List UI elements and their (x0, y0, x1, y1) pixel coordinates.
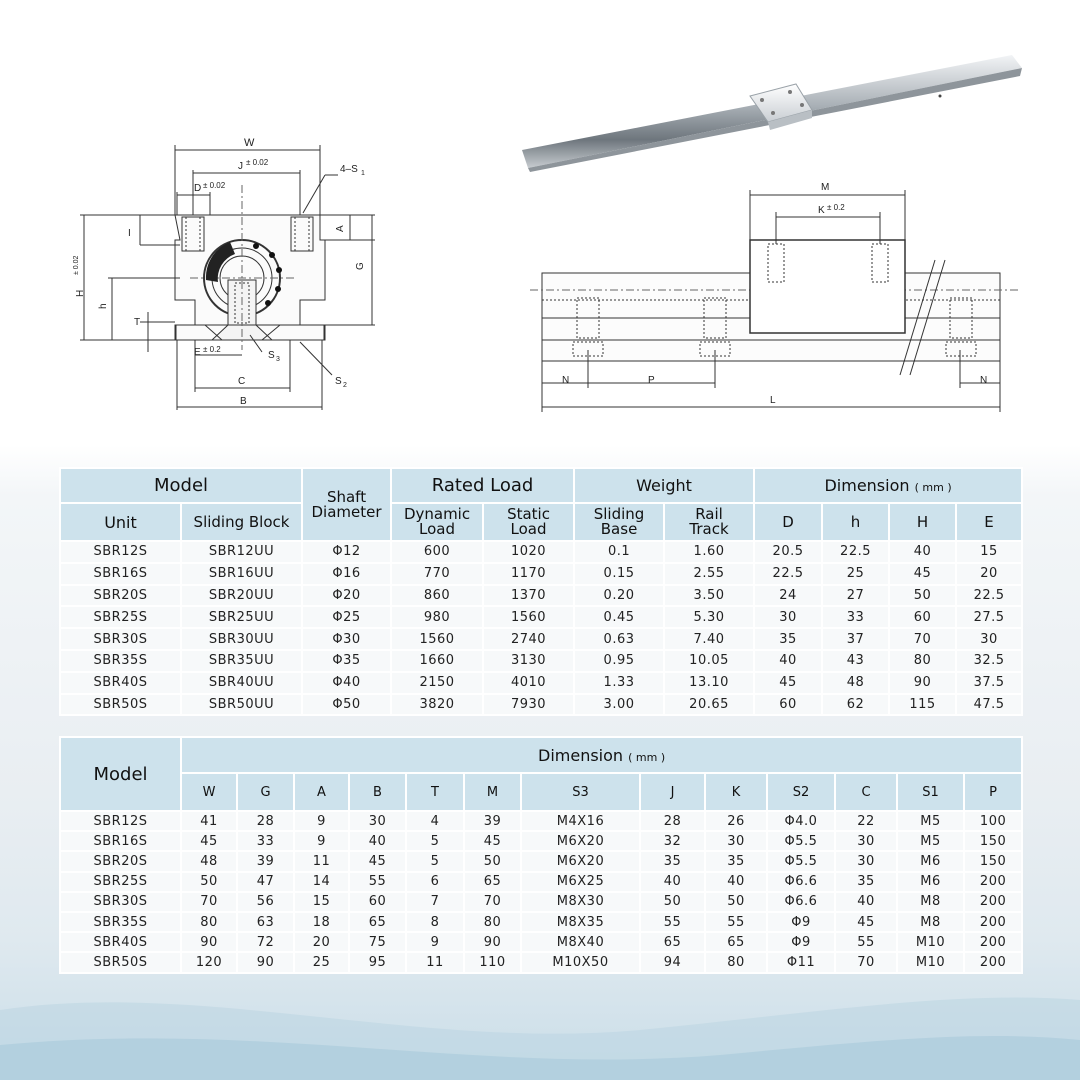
table-cell: 0.95 (574, 650, 664, 672)
table-cell: 5.30 (664, 606, 754, 628)
table-cell: Φ16 (302, 563, 391, 585)
table-cell: 37.5 (956, 672, 1022, 694)
table-cell: 9 (294, 811, 349, 831)
table-cell: 45 (464, 831, 521, 851)
table-cell: 11 (406, 952, 464, 972)
header-col-S3: S3 (521, 773, 640, 811)
technical-drawings-area (0, 0, 1080, 445)
table-cell: SBR30UU (181, 628, 302, 650)
table-cell: M10 (897, 952, 964, 972)
table-cell: 15 (956, 541, 1022, 563)
table-cell: 48 (822, 672, 889, 694)
label-S2-sub: 2 (343, 382, 347, 389)
table-cell: 20 (294, 932, 349, 952)
table-cell: Φ9 (767, 912, 835, 932)
table-row (60, 606, 1022, 628)
table-cell: 30 (835, 831, 897, 851)
table-cell: 5 (406, 851, 464, 871)
table-cell: 4010 (483, 672, 574, 694)
table-row (60, 628, 1022, 650)
table-cell: 3820 (391, 694, 483, 716)
header-model: Model (60, 468, 302, 503)
table-cell: 24 (754, 585, 822, 607)
table-row (60, 851, 1022, 871)
table-cell: 0.63 (574, 628, 664, 650)
table-cell: 1.60 (664, 541, 754, 563)
table-cell: 14 (294, 872, 349, 892)
table-cell: Φ4.0 (767, 811, 835, 831)
table-cell: 40 (349, 831, 406, 851)
table-cell: SBR40UU (181, 672, 302, 694)
label-E: E (194, 347, 201, 358)
table-cell: 39 (237, 851, 294, 871)
table-cell: 80 (889, 650, 956, 672)
table-cell: 33 (237, 831, 294, 851)
table-cell: 2740 (483, 628, 574, 650)
table-cell: Φ35 (302, 650, 391, 672)
table-cell: M8X30 (521, 892, 640, 912)
table-cell: 50 (640, 892, 705, 912)
table-cell: Φ25 (302, 606, 391, 628)
table-cell: 30 (754, 606, 822, 628)
table-cell: SBR35UU (181, 650, 302, 672)
table-cell: 35 (835, 872, 897, 892)
table-cell: 40 (754, 650, 822, 672)
table-cell: 28 (640, 811, 705, 831)
table-cell: 35 (754, 628, 822, 650)
table-cell: Φ30 (302, 628, 391, 650)
label-N-left: N (562, 375, 570, 386)
header-col-M: M (464, 773, 521, 811)
table-cell: 30 (705, 831, 767, 851)
table-cell: SBR30S (60, 628, 181, 650)
table-cell: 0.20 (574, 585, 664, 607)
table-cell: 9 (406, 932, 464, 952)
table-cell: 7930 (483, 694, 574, 716)
label-4-S1: 4–S (340, 164, 358, 175)
label-G: G (355, 262, 366, 270)
table-cell: 33 (822, 606, 889, 628)
table-cell: 115 (889, 694, 956, 716)
table-cell: 55 (640, 912, 705, 932)
table-cell: 32.5 (956, 650, 1022, 672)
table-cell: 27 (822, 585, 889, 607)
table-cell: 26 (705, 811, 767, 831)
table-cell: 80 (181, 912, 237, 932)
table-cell: SBR16S (60, 563, 181, 585)
header-h: h (822, 503, 889, 541)
table-cell: 18 (294, 912, 349, 932)
table-cell: 55 (349, 872, 406, 892)
label-S3-sub: 3 (276, 356, 280, 363)
table-cell: Φ5.5 (767, 851, 835, 871)
table-cell: 4 (406, 811, 464, 831)
header-D: D (754, 503, 822, 541)
table-row (60, 831, 1022, 851)
table-row (60, 932, 1022, 952)
table-cell: 65 (464, 872, 521, 892)
table-cell: 94 (640, 952, 705, 972)
table-cell: 22.5 (956, 585, 1022, 607)
table-cell: 27.5 (956, 606, 1022, 628)
table-cell: SBR12S (60, 541, 181, 563)
table-cell: SBR25UU (181, 606, 302, 628)
header-col-S1: S1 (897, 773, 964, 811)
table-cell: Φ5.5 (767, 831, 835, 851)
rated-load-table (59, 467, 1023, 716)
header-rated-load: Rated Load (391, 468, 574, 503)
table-cell: 56 (237, 892, 294, 912)
table-cell: 47 (237, 872, 294, 892)
table-cell: 100 (964, 811, 1022, 831)
label-S2: S (335, 376, 342, 387)
table-cell: 22 (835, 811, 897, 831)
table-cell: SBR20S (60, 585, 181, 607)
label-H: H (75, 289, 86, 297)
table-cell: 200 (964, 892, 1022, 912)
table-cell: 37 (822, 628, 889, 650)
label-h: h (98, 303, 109, 309)
header-dimension: Dimension ( mm ) (754, 468, 1022, 503)
header-dimension-2: Dimension ( mm ) (181, 737, 1022, 773)
table-cell: 6 (406, 872, 464, 892)
header-col-T: T (406, 773, 464, 811)
label-T: T (134, 317, 141, 328)
table-cell: 45 (754, 672, 822, 694)
table-cell: M8 (897, 912, 964, 932)
table-cell: SBR40S (60, 672, 181, 694)
table-cell: 200 (964, 872, 1022, 892)
table-cell: 7.40 (664, 628, 754, 650)
table-cell: 22.5 (754, 563, 822, 585)
label-D: D (194, 183, 202, 194)
table-cell: 1020 (483, 541, 574, 563)
table-cell: 200 (964, 912, 1022, 932)
header-sliding-block: Sliding Block (181, 503, 302, 541)
label-E-tol: ± 0.2 (203, 345, 221, 354)
header-col-S2: S2 (767, 773, 835, 811)
header-static-load: Static Load (483, 503, 574, 541)
table-cell: 90 (237, 952, 294, 972)
table-cell: 65 (349, 912, 406, 932)
label-K-tol: ± 0.2 (827, 203, 845, 212)
header-E: E (956, 503, 1022, 541)
table-cell: 50 (464, 851, 521, 871)
header-shaft-diameter: Shaft Diameter (302, 468, 391, 541)
side-view-drawing (530, 170, 1030, 415)
table-cell: 3.50 (664, 585, 754, 607)
header-col-P: P (964, 773, 1022, 811)
label-C: C (238, 376, 246, 387)
table-cell: M6X25 (521, 872, 640, 892)
table-cell: Φ50 (302, 694, 391, 716)
table-cell: 2.55 (664, 563, 754, 585)
table-row (60, 563, 1022, 585)
table-cell: SBR20S (60, 851, 181, 871)
table-cell: M6X20 (521, 851, 640, 871)
table-cell: 62 (822, 694, 889, 716)
table-cell: 90 (889, 672, 956, 694)
table-cell: 1.33 (574, 672, 664, 694)
table-cell: 41 (181, 811, 237, 831)
table-cell: 63 (237, 912, 294, 932)
table-cell: 72 (237, 932, 294, 952)
header-col-A: A (294, 773, 349, 811)
table-cell: 75 (349, 932, 406, 952)
table-cell: SBR16S (60, 831, 181, 851)
table-cell: 20 (956, 563, 1022, 585)
header-model-2: Model (60, 737, 181, 811)
table-cell: SBR50UU (181, 694, 302, 716)
table-cell: 1170 (483, 563, 574, 585)
table-cell: SBR16UU (181, 563, 302, 585)
table-row (60, 672, 1022, 694)
table-cell: 40 (640, 872, 705, 892)
table-cell: 20.5 (754, 541, 822, 563)
table-cell: 15 (294, 892, 349, 912)
table-cell: 50 (705, 892, 767, 912)
label-D-tol: ± 0.02 (203, 181, 226, 190)
table-cell: M5 (897, 811, 964, 831)
table-cell: 90 (181, 932, 237, 952)
table-cell: 600 (391, 541, 483, 563)
table-cell: 11 (294, 851, 349, 871)
table-cell: 45 (349, 851, 406, 871)
table-cell: SBR25S (60, 606, 181, 628)
table-cell: 90 (464, 932, 521, 952)
table-cell: 60 (349, 892, 406, 912)
table-cell: 30 (956, 628, 1022, 650)
table-row (60, 541, 1022, 563)
table-cell: 13.10 (664, 672, 754, 694)
cross-section-drawing (70, 130, 400, 420)
table-cell: 5 (406, 831, 464, 851)
table-cell: 10.05 (664, 650, 754, 672)
header-col-B: B (349, 773, 406, 811)
label-I: I (128, 228, 131, 239)
label-N-right: N (980, 375, 988, 386)
table-cell: 150 (964, 831, 1022, 851)
table-cell: 45 (181, 831, 237, 851)
label-M: M (821, 182, 830, 193)
table-cell: 70 (181, 892, 237, 912)
table-cell: 70 (889, 628, 956, 650)
table-cell: 45 (889, 563, 956, 585)
table-cell: M5 (897, 831, 964, 851)
table-cell: 35 (640, 851, 705, 871)
table-cell: M8X40 (521, 932, 640, 952)
table-cell: SBR35S (60, 912, 181, 932)
label-K: K (818, 205, 825, 216)
table-cell: 30 (349, 811, 406, 831)
label-J-tol: ± 0.02 (246, 158, 269, 167)
table-cell: 40 (835, 892, 897, 912)
header-col-C: C (835, 773, 897, 811)
table-cell: Φ40 (302, 672, 391, 694)
table-cell: 48 (181, 851, 237, 871)
table-cell: SBR35S (60, 650, 181, 672)
label-B: B (240, 396, 247, 407)
dimension-table (59, 736, 1023, 974)
table-cell: 0.15 (574, 563, 664, 585)
label-W: W (244, 137, 255, 149)
table-cell: 1370 (483, 585, 574, 607)
table-cell: M10X50 (521, 952, 640, 972)
label-H-tol: ± 0.02 (73, 255, 80, 275)
header-sliding-base: Sliding Base (574, 503, 664, 541)
table-cell: M4X16 (521, 811, 640, 831)
table-cell: 55 (835, 932, 897, 952)
table-cell: 65 (640, 932, 705, 952)
table-cell: 3.00 (574, 694, 664, 716)
table-cell: SBR12UU (181, 541, 302, 563)
table-cell: 60 (754, 694, 822, 716)
table-cell: 80 (705, 952, 767, 972)
table-cell: 200 (964, 932, 1022, 952)
table-cell: 2150 (391, 672, 483, 694)
table-cell: 80 (464, 912, 521, 932)
table-cell: 32 (640, 831, 705, 851)
header-rail-track: Rail Track (664, 503, 754, 541)
table-cell: 39 (464, 811, 521, 831)
table-cell: M6X20 (521, 831, 640, 851)
table-cell: 22.5 (822, 541, 889, 563)
label-J: J (238, 161, 243, 172)
table-row (60, 811, 1022, 831)
table-cell: 43 (822, 650, 889, 672)
table-cell: Φ6.6 (767, 872, 835, 892)
table-cell: 40 (705, 872, 767, 892)
table-cell: M6 (897, 872, 964, 892)
label-P: P (648, 375, 655, 386)
rail-photo (515, 45, 1035, 180)
header-col-G: G (237, 773, 294, 811)
label-4-S1-sub: 1 (361, 170, 365, 177)
table-cell: 47.5 (956, 694, 1022, 716)
table-cell: 35 (705, 851, 767, 871)
header-weight: Weight (574, 468, 754, 503)
label-A: A (335, 225, 346, 232)
table-cell: 1560 (391, 628, 483, 650)
table-cell: M8 (897, 892, 964, 912)
table-cell: 28 (237, 811, 294, 831)
header-col-W: W (181, 773, 237, 811)
table-cell: 200 (964, 952, 1022, 972)
table-cell: 0.1 (574, 541, 664, 563)
table-cell: 65 (705, 932, 767, 952)
table-row (60, 694, 1022, 716)
table-cell: 150 (964, 851, 1022, 871)
table-cell: 50 (181, 872, 237, 892)
table-cell: M8X35 (521, 912, 640, 932)
table-cell: SBR50S (60, 952, 181, 972)
table-cell: SBR50S (60, 694, 181, 716)
table-cell: 3130 (483, 650, 574, 672)
table-cell: 1660 (391, 650, 483, 672)
header-col-J: J (640, 773, 705, 811)
table-cell: Φ6.6 (767, 892, 835, 912)
table-row (60, 912, 1022, 932)
table-cell: 50 (889, 585, 956, 607)
table-cell: Φ12 (302, 541, 391, 563)
table-cell: 45 (835, 912, 897, 932)
table-row (60, 872, 1022, 892)
table-cell: 770 (391, 563, 483, 585)
table-cell: 7 (406, 892, 464, 912)
table-cell: SBR20UU (181, 585, 302, 607)
table-cell: SBR30S (60, 892, 181, 912)
table-cell: M6 (897, 851, 964, 871)
table-row (60, 892, 1022, 912)
table-cell: 1560 (483, 606, 574, 628)
table-cell: 25 (822, 563, 889, 585)
label-L: L (770, 395, 776, 406)
table-cell: 95 (349, 952, 406, 972)
table-cell: 8 (406, 912, 464, 932)
table-row (60, 650, 1022, 672)
table-cell: 30 (835, 851, 897, 871)
table-cell: 55 (705, 912, 767, 932)
table-cell: 70 (464, 892, 521, 912)
table-cell: 70 (835, 952, 897, 972)
table-cell: 9 (294, 831, 349, 851)
header-dynamic-load: Dynamic Load (391, 503, 483, 541)
table-cell: Φ20 (302, 585, 391, 607)
header-unit: Unit (60, 503, 181, 541)
table-cell: 860 (391, 585, 483, 607)
header-col-K: K (705, 773, 767, 811)
table-row (60, 585, 1022, 607)
table-cell: M10 (897, 932, 964, 952)
table-row (60, 952, 1022, 972)
table-cell: SBR12S (60, 811, 181, 831)
table-cell: SBR25S (60, 872, 181, 892)
table-cell: 110 (464, 952, 521, 972)
label-S3: S (268, 350, 275, 361)
table-cell: 120 (181, 952, 237, 972)
table-cell: Φ11 (767, 952, 835, 972)
table-cell: 40 (889, 541, 956, 563)
table-cell: 980 (391, 606, 483, 628)
table-cell: 25 (294, 952, 349, 972)
table-cell: SBR40S (60, 932, 181, 952)
table-cell: 60 (889, 606, 956, 628)
header-H: H (889, 503, 956, 541)
table-cell: Φ9 (767, 932, 835, 952)
table-cell: 0.45 (574, 606, 664, 628)
table-cell: 20.65 (664, 694, 754, 716)
